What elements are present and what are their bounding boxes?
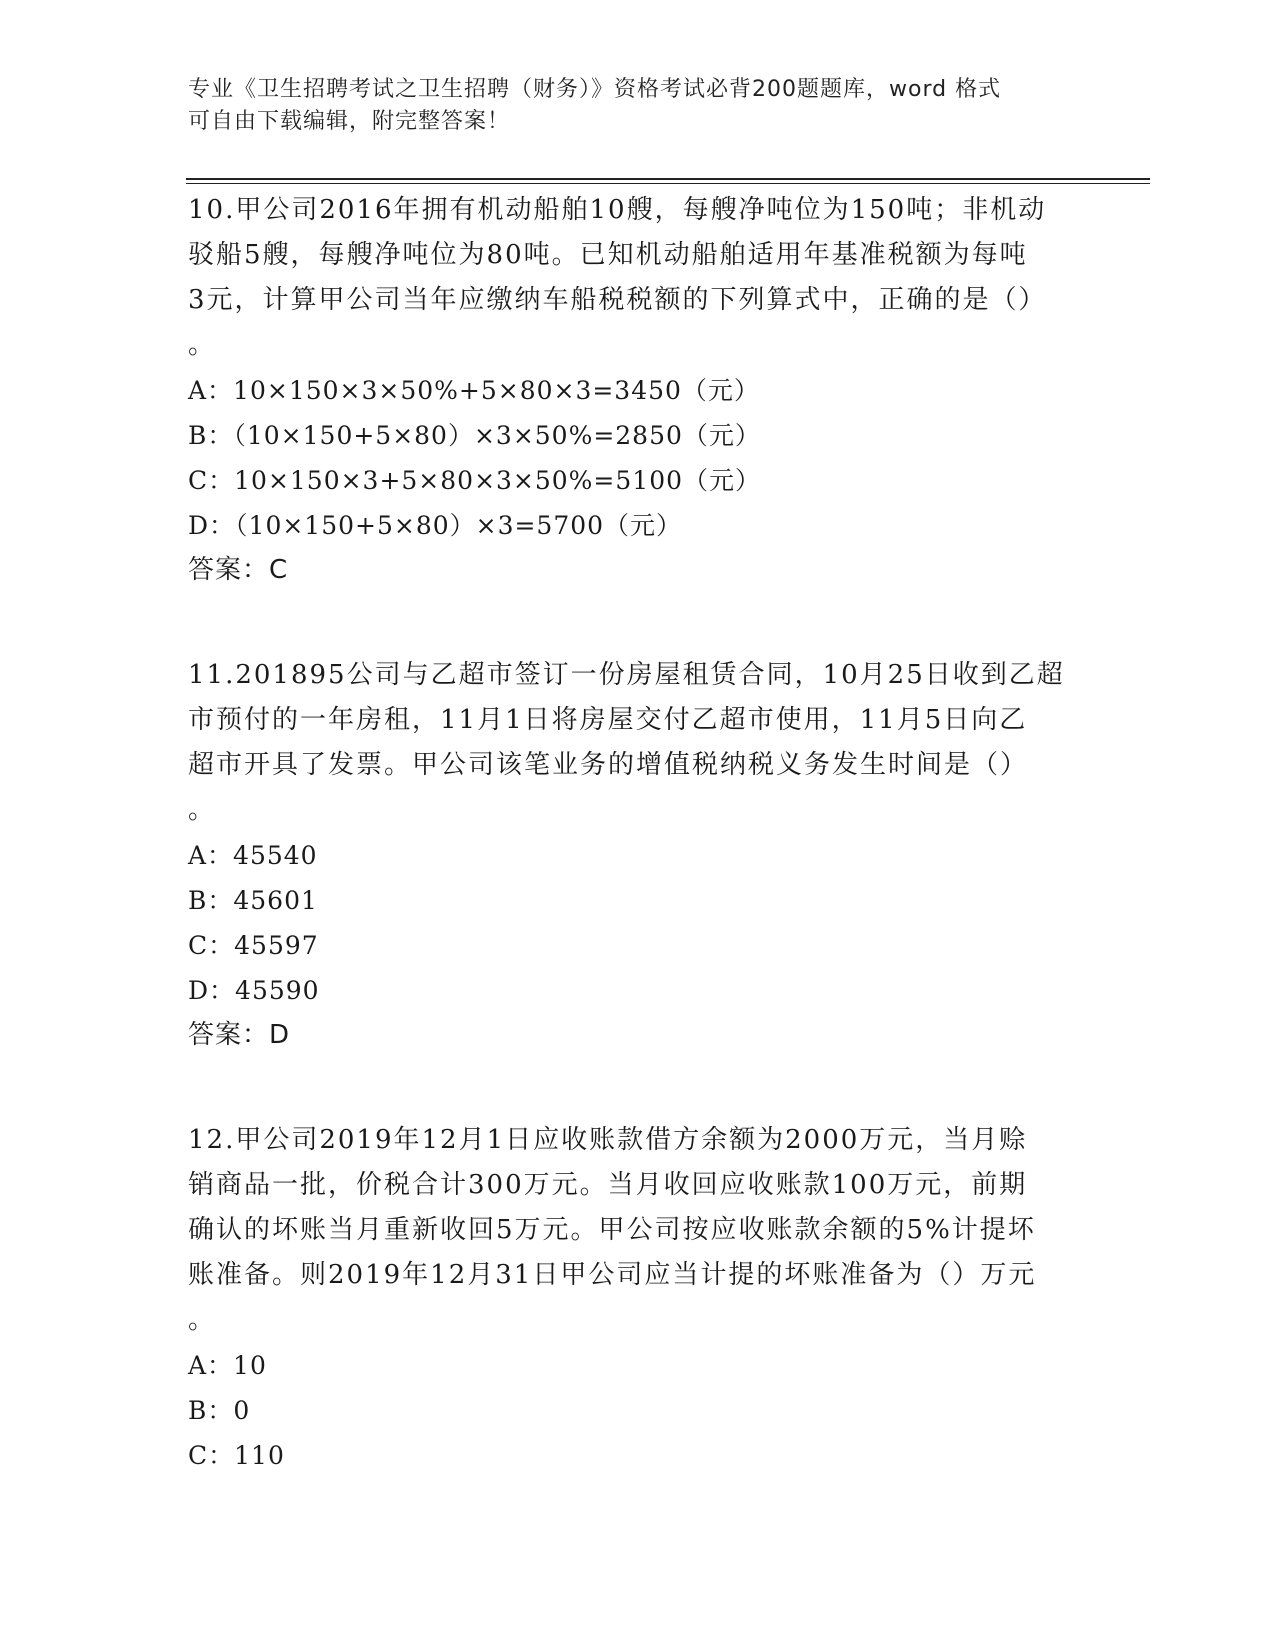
question-stem-line: 10.甲公司2016年拥有机动船舶10艘，每艘净吨位为150吨；非机动	[188, 195, 1047, 225]
answer-label: 答案：C	[188, 555, 289, 585]
option-a: A：10×150×3×50%+5×80×3=3450（元）	[188, 376, 760, 405]
option-d: D：45590	[188, 976, 320, 1005]
option-b: B：0	[188, 1396, 251, 1425]
question-stem-line: 。	[188, 795, 217, 825]
header-divider-thin	[186, 183, 1150, 184]
answer-label: 答案：D	[188, 1020, 291, 1050]
header-divider-thick	[186, 178, 1150, 180]
question-stem-line: 。	[188, 1305, 217, 1335]
option-c: C：110	[188, 1441, 285, 1470]
option-c: C：45597	[188, 931, 319, 960]
question-stem-line: 3元，计算甲公司当年应缴纳车船税税额的下列算式中，正确的是（）	[188, 285, 1047, 315]
question-stem-line: 销商品一批，价税合计300万元。当月收回应收账款100万元，前期	[188, 1170, 1028, 1200]
option-b: B：45601	[188, 886, 318, 915]
question-stem-line: 。	[188, 330, 217, 360]
question-stem-line: 账准备。则2019年12月31日甲公司应当计提的坏账准备为（）万元	[188, 1260, 1037, 1290]
option-a: A：10	[188, 1351, 267, 1380]
option-c: C：10×150×3+5×80×3×50%=5100（元）	[188, 466, 762, 495]
question-10	[188, 188, 1088, 593]
question-stem-line: 驳船5艘，每艘净吨位为80吨。已知机动船舶适用年基准税额为每吨	[188, 240, 1028, 270]
option-d: D：（10×150+5×80）×3=5700（元）	[188, 511, 683, 540]
question-12	[188, 1118, 1088, 1478]
document-header	[188, 74, 1088, 138]
header-title-line-2: 可自由下载编辑，附完整答案！	[188, 109, 511, 134]
header-title-line-1: 专业《卫生招聘考试之卫生招聘（财务）》资格考试必背200题题库，word 格式	[188, 77, 1002, 102]
question-11	[188, 653, 1088, 1058]
question-stem-line: 市预付的一年房租，11月1日将房屋交付乙超市使用，11月5日向乙	[188, 705, 1028, 735]
question-stem-line: 12.甲公司2019年12月1日应收账款借方余额为2000万元，当月赊	[188, 1125, 1028, 1155]
question-stem-line: 超市开具了发票。甲公司该笔业务的增值税纳税义务发生时间是（）	[188, 750, 1029, 780]
option-a: A：45540	[188, 841, 318, 870]
option-b: B：（10×150+5×80）×3×50%=2850（元）	[188, 421, 761, 450]
question-list	[188, 188, 1088, 1538]
question-stem-line: 确认的坏账当月重新收回5万元。甲公司按应收账款余额的5%计提坏	[188, 1215, 1036, 1245]
question-stem-line: 11.201895公司与乙超市签订一份房屋租赁合同，10月25日收到乙超	[188, 660, 1065, 690]
